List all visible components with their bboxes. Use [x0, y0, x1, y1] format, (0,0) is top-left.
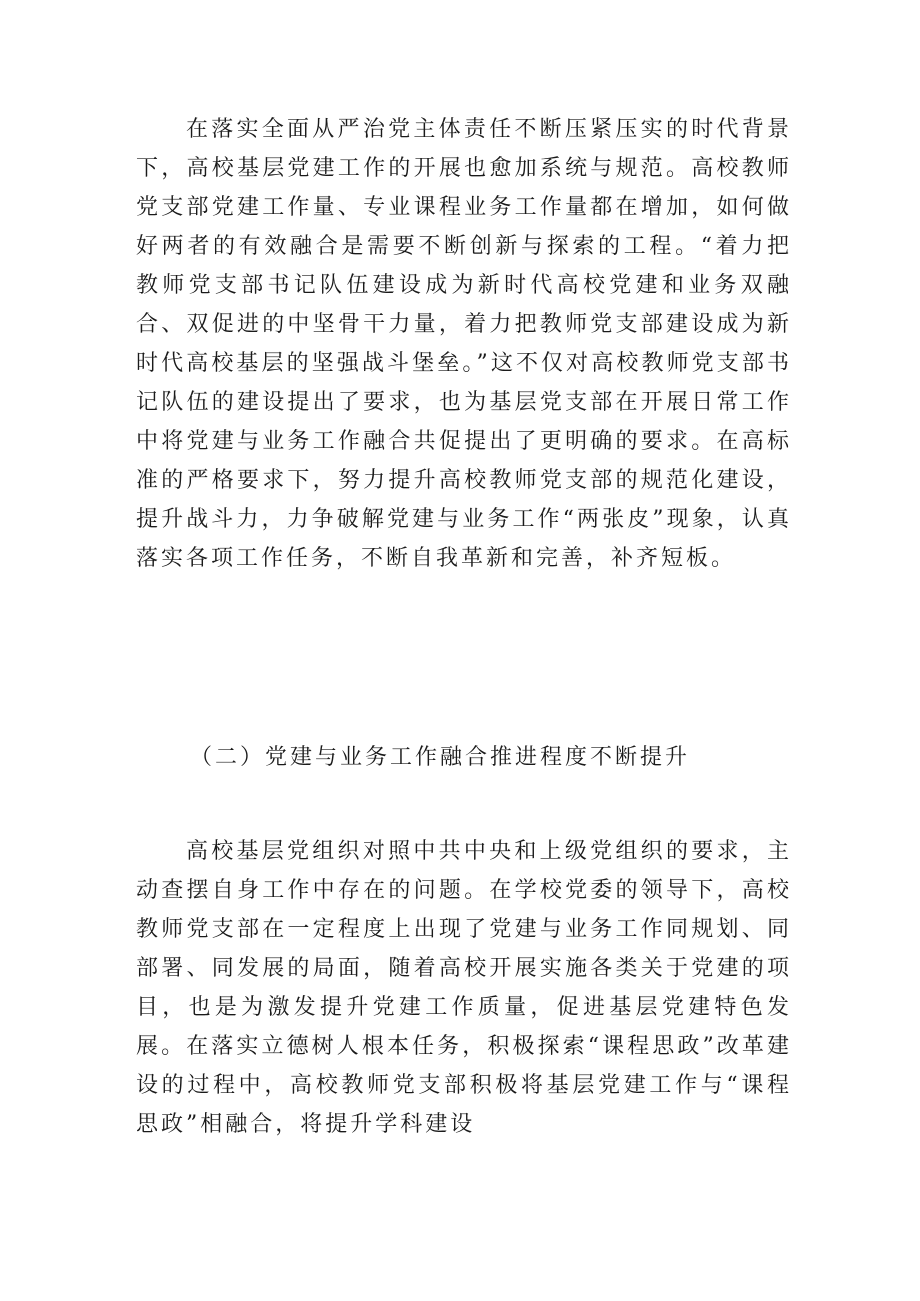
- body-paragraph-1: 在落实全面从严治党主体责任不断压紧压实的时代背景下，高校基层党建工作的开展也愈加系统与规范。高校教师党支部党建工作量、专业课程业务工作量都在增加，如何做好两者的有效融合是需要不断创新与探索的工程。“着力把教师党支部书记队伍建设成为新时代高校党建和业务双融合、双促进的中坚骨干力量，着力把教师党支部建设成为新时代高校基层的坚强战斗堡垒。”这不仅对高校教师党支部书记队伍的建设提出了要求，也为基层党支部在开展日常工作中将党建与业务工作融合共促提出了更明确的要求。在高标准的严格要求下，努力提升高校教师党支部的规范化建设，提升战斗力，力争破解党建与业务工作“两张皮”现象，认真落实各项工作任务，不断自我革新和完善，补齐短板。: [136, 117, 792, 571]
- section-heading: （二）党建与业务工作融合推进程度不断提升: [190, 745, 691, 770]
- body-paragraph-2: 高校基层党组织对照中共中央和上级党组织的要求，主动查摆自身工作中存在的问题。在学校党委的领导下，高校教师党支部在一定程度上出现了党建与业务工作同规划、同部署、同发展的局面，随着高校开展实施各类关于党建的项目，也是为激发提升党建工作质量，促进基层党建特色发展。在落实立德树人根本任务，积极探索“课程思政”改革建设的过程中，高校教师党支部积极将基层党建工作与“课程思政”相融合，将提升学科建设: [136, 839, 792, 1137]
